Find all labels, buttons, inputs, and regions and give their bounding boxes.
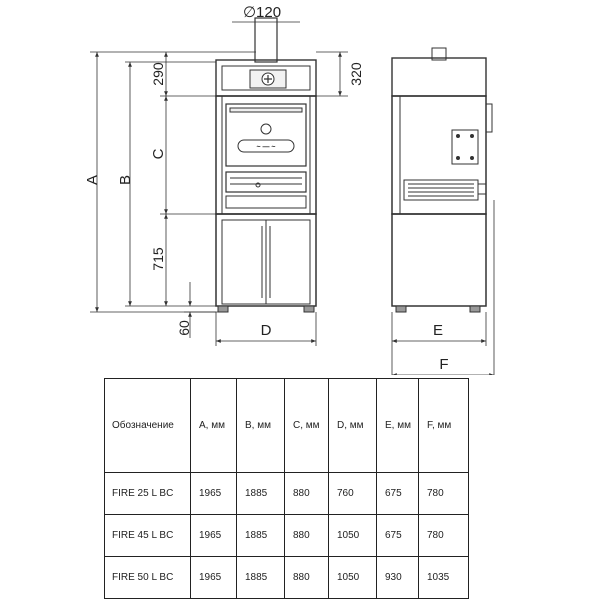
dim-label-320: 320 (348, 62, 364, 86)
cell-E: 675 (377, 515, 419, 557)
dim-label-D: D (260, 322, 272, 339)
dim-label-A: A (84, 174, 101, 186)
cell-F: 780 (419, 473, 469, 515)
side-cabinet (392, 214, 486, 306)
header-designation: Обозначение (105, 379, 191, 473)
spec-table-header-row (105, 379, 469, 473)
chimney-pipe (255, 18, 277, 62)
cell-model: FIRE 45 L BC (105, 515, 191, 557)
table-row (105, 515, 469, 557)
dim-label-290: 290 (150, 62, 166, 86)
header-E: E, мм (377, 379, 419, 473)
cell-D: 1050 (329, 557, 377, 599)
foot-left (218, 306, 228, 312)
dim-label-C: C (150, 148, 167, 160)
side-view (392, 48, 492, 312)
dim-label-E: E (432, 322, 444, 339)
header-A: A, мм (191, 379, 237, 473)
cell-D: 1050 (329, 515, 377, 557)
spec-table (104, 378, 469, 599)
cell-E: 930 (377, 557, 419, 599)
foot-right (304, 306, 314, 312)
dim-label-F: F (439, 356, 449, 373)
oven-door (226, 104, 306, 166)
cell-model: FIRE 50 L BC (105, 557, 191, 599)
table-row (105, 473, 469, 515)
cell-C: 880 (285, 473, 329, 515)
cell-B: 1885 (237, 515, 285, 557)
cell-C: 880 (285, 557, 329, 599)
dim-label-B: B (117, 174, 134, 186)
header-F: F, мм (419, 379, 469, 473)
cell-D: 760 (329, 473, 377, 515)
table-row (105, 557, 469, 599)
dim-label-715: 715 (150, 247, 166, 271)
header-C: C, мм (285, 379, 329, 473)
cell-C: 880 (285, 515, 329, 557)
side-hood (392, 58, 486, 96)
cell-A: 1965 (191, 557, 237, 599)
side-handle (486, 104, 492, 132)
door-knob-icon (261, 124, 271, 134)
cell-F: 780 (419, 515, 469, 557)
dim-label-pipe-diameter: ∅120 (242, 4, 282, 21)
header-B: B, мм (237, 379, 285, 473)
cell-model: FIRE 25 L BC (105, 473, 191, 515)
cell-B: 1885 (237, 557, 285, 599)
front-view (216, 18, 316, 312)
svg-text:~ — ~: ~ — ~ (256, 144, 276, 151)
header-D: D, мм (329, 379, 377, 473)
ash-drawer (226, 172, 306, 192)
cell-F: 1035 (419, 557, 469, 599)
side-control-panel (452, 130, 478, 164)
cell-A: 1965 (191, 515, 237, 557)
dim-label-60: 60 (176, 320, 192, 336)
cell-E: 675 (377, 473, 419, 515)
side-vent-grille (404, 180, 478, 200)
cell-A: 1965 (191, 473, 237, 515)
cell-B: 1885 (237, 473, 285, 515)
